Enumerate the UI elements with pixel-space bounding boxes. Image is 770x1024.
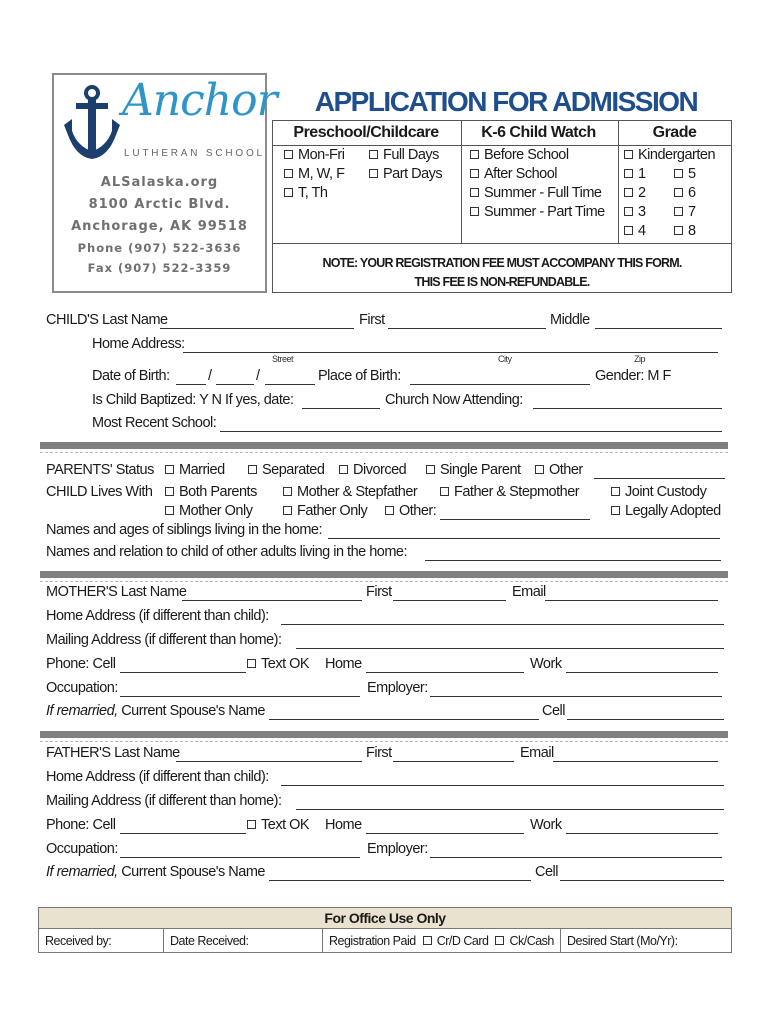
registration-paid-cell[interactable]: Registration Paid Cr/D Card Ck/Cash: [322, 929, 560, 953]
office-use-row: [39, 928, 731, 952]
fee-note-line2: THIS FEE IS NON-REFUNDABLE.: [414, 275, 590, 289]
siblings-field[interactable]: [328, 538, 720, 539]
checkbox-single-parent[interactable]: Single Parent: [426, 462, 521, 478]
mother-last-name-field[interactable]: [182, 600, 362, 601]
section-divider: [40, 731, 728, 738]
checkbox-kindergarten[interactable]: Kindergarten: [624, 147, 715, 163]
child-home-address-label: Home Address:: [92, 336, 185, 352]
father-employer-field[interactable]: [430, 857, 722, 858]
checkbox-mwf[interactable]: M, W, F: [284, 166, 344, 182]
school-phone: Phone (907) 522-3636: [77, 241, 242, 255]
dob-slash-1: /: [208, 368, 212, 384]
checkbox-father-only[interactable]: Father Only: [283, 503, 367, 519]
school-city: Anchorage, AK 99518: [71, 219, 248, 234]
mother-employer-label: Employer:: [367, 680, 428, 696]
dob-label: Date of Birth:: [92, 368, 170, 384]
father-spouse-name-field[interactable]: [269, 880, 531, 881]
child-home-address-field[interactable]: [183, 352, 718, 353]
father-email-field[interactable]: [553, 761, 718, 762]
school-website: ALSalaska.org: [100, 175, 219, 190]
place-of-birth-field[interactable]: [410, 384, 590, 385]
checkbox-grade-3[interactable]: 3: [624, 204, 646, 220]
checkbox-legally-adopted[interactable]: Legally Adopted: [611, 503, 721, 519]
church-field[interactable]: [533, 408, 722, 409]
office-use-header: For Office Use Only: [39, 908, 731, 928]
parents-status-label: PARENTS' Status: [46, 462, 154, 478]
date-received-cell[interactable]: Date Received:: [163, 929, 322, 953]
checkbox-summer-part[interactable]: Summer - Part Time: [470, 204, 605, 220]
father-spouse-cell-field[interactable]: [560, 880, 724, 881]
father-cell-field[interactable]: [120, 833, 246, 834]
section-divider-thin: [40, 452, 728, 453]
dob-month-field[interactable]: [176, 384, 206, 385]
mother-mailing-address-field[interactable]: [296, 648, 724, 649]
office-use-box: [38, 907, 732, 953]
checkbox-mother-stepfather[interactable]: Mother & Stepfather: [283, 484, 417, 500]
child-last-name-label: CHILD'S Last Name: [46, 312, 168, 328]
mother-last-name-label: MOTHER'S Last Name: [46, 584, 187, 600]
ck-cash-checkbox[interactable]: [495, 936, 504, 945]
school-logo-box: [52, 73, 277, 293]
checkbox-grade-5[interactable]: 5: [674, 166, 696, 182]
mother-phone-cell-label: Phone: Cell: [46, 656, 116, 672]
section-divider-thin: [40, 741, 728, 742]
checkbox-father-stepmother[interactable]: Father & Stepmother: [440, 484, 579, 500]
fee-note-line1: NOTE: YOUR REGISTRATION FEE MUST ACCOMPANY THIS FORM.: [322, 256, 682, 270]
street-caption: Street: [272, 354, 294, 364]
checkbox-full-days[interactable]: Full Days: [369, 147, 439, 163]
mother-text-ok-checkbox[interactable]: Text OK: [247, 656, 309, 672]
section-divider-thin: [40, 581, 728, 582]
father-work-phone-field[interactable]: [566, 833, 718, 834]
recent-school-label: Most Recent School:: [92, 415, 217, 431]
mother-email-field[interactable]: [545, 600, 718, 601]
mother-home-address-label: Home Address (if different than child):: [46, 608, 269, 624]
father-first-field[interactable]: [393, 761, 514, 762]
dob-year-field[interactable]: [265, 384, 315, 385]
checkbox-separated[interactable]: Separated: [248, 462, 324, 478]
father-mailing-address-label: Mailing Address (if different than home):: [46, 793, 282, 809]
form-title: APPLICATION FOR ADMISSION: [314, 86, 698, 117]
grade-header: Grade: [652, 124, 697, 141]
anchor-icon: [62, 85, 122, 161]
section-divider: [40, 442, 728, 449]
mother-email-label: Email: [512, 584, 546, 600]
mother-mailing-address-label: Mailing Address (if different than home):: [46, 632, 282, 648]
dob-slash-2: /: [256, 368, 260, 384]
other-status-field[interactable]: [594, 478, 725, 479]
checkbox-joint-custody[interactable]: Joint Custody: [611, 484, 706, 500]
father-occupation-field[interactable]: [120, 857, 360, 858]
checkbox-part-days[interactable]: Part Days: [369, 166, 442, 182]
father-text-ok-checkbox[interactable]: Text OK: [247, 817, 309, 833]
mother-remarried-label: If remarried, Current Spouse's Name: [46, 703, 265, 719]
mother-work-phone-label: Work: [530, 656, 562, 672]
school-fax: Fax (907) 522-3359: [87, 261, 232, 275]
checkbox-tth[interactable]: T, Th: [284, 185, 327, 201]
checkbox-divorced[interactable]: Divorced: [339, 462, 406, 478]
church-label: Church Now Attending:: [385, 392, 523, 408]
mother-spouse-name-field[interactable]: [269, 719, 539, 720]
cr-card-checkbox[interactable]: [423, 936, 432, 945]
other-adults-field[interactable]: [425, 560, 721, 561]
mother-spouse-cell-field[interactable]: [567, 719, 724, 720]
checkbox-other-lives[interactable]: Other:: [385, 503, 436, 519]
gender-label[interactable]: Gender: M F: [595, 368, 671, 384]
lives-with-label: CHILD Lives With: [46, 484, 153, 500]
checkbox-grade-4[interactable]: 4: [624, 223, 646, 239]
father-last-name-label: FATHER'S Last Name: [46, 745, 180, 761]
father-home-phone-field[interactable]: [366, 833, 524, 834]
checkbox-married[interactable]: Married: [165, 462, 225, 478]
zip-caption: Zip: [634, 354, 646, 364]
child-first-name-field[interactable]: [388, 328, 546, 329]
child-last-name-field[interactable]: [160, 328, 354, 329]
father-home-address-field[interactable]: [281, 785, 724, 786]
checkbox-grade-2[interactable]: 2: [624, 185, 646, 201]
father-first-label: First: [366, 745, 392, 761]
other-lives-field[interactable]: [440, 519, 590, 520]
father-employer-label: Employer:: [367, 841, 428, 857]
father-email-label: Email: [520, 745, 554, 761]
mother-home-phone-field[interactable]: [366, 672, 524, 673]
other-adults-label: Names and relation to child of other adults living in the home:: [46, 544, 408, 560]
checkbox-mon-fri[interactable]: Mon-Fri: [284, 147, 344, 163]
recent-school-field[interactable]: [220, 431, 722, 432]
checkbox-after-school[interactable]: After School: [470, 166, 557, 182]
checkbox-both-parents[interactable]: Both Parents: [165, 484, 257, 500]
checkbox-summer-full[interactable]: Summer - Full Time: [470, 185, 602, 201]
checkbox-grade-8[interactable]: 8: [674, 223, 696, 239]
desired-start-cell[interactable]: Desired Start (Mo/Yr):: [560, 929, 731, 953]
father-remarried-label: If remarried, Current Spouse's Name: [46, 864, 265, 880]
mother-home-address-field[interactable]: [281, 624, 724, 625]
mother-first-field[interactable]: [393, 600, 506, 601]
father-mailing-address-field[interactable]: [296, 809, 724, 810]
school-street: 8100 Arctic Blvd.: [88, 197, 231, 212]
father-home-phone-label: Home: [325, 817, 362, 833]
child-middle-name-label: Middle: [550, 312, 590, 328]
checkbox-grade-1[interactable]: 1: [624, 166, 646, 182]
father-home-address-label: Home Address (if different than child):: [46, 769, 269, 785]
father-phone-cell-label: Phone: Cell: [46, 817, 116, 833]
mother-work-phone-field[interactable]: [566, 672, 718, 673]
mother-home-phone-label: Home: [325, 656, 362, 672]
received-by-cell[interactable]: Received by:: [45, 934, 112, 948]
father-work-phone-label: Work: [530, 817, 562, 833]
child-first-name-label: First: [359, 312, 385, 328]
preschool-header: Preschool/Childcare: [293, 124, 439, 141]
city-caption: City: [498, 354, 512, 364]
section-divider: [40, 571, 728, 578]
father-occupation-label: Occupation:: [46, 841, 118, 857]
checkbox-before-school[interactable]: Before School: [470, 147, 569, 163]
mother-first-label: First: [366, 584, 392, 600]
child-middle-name-field[interactable]: [595, 328, 722, 329]
place-of-birth-label: Place of Birth:: [318, 368, 401, 384]
mother-spouse-cell-label: Cell: [542, 703, 565, 719]
k6-header: K-6 Child Watch: [481, 124, 596, 141]
mother-employer-field[interactable]: [430, 696, 722, 697]
mother-occupation-field[interactable]: [120, 696, 360, 697]
siblings-label: Names and ages of siblings living in the home:: [46, 522, 323, 538]
checkbox-other-status[interactable]: Other: [535, 462, 583, 478]
mother-cell-field[interactable]: [120, 672, 246, 673]
checkbox-grade-7[interactable]: 7: [674, 204, 696, 220]
checkbox-grade-6[interactable]: 6: [674, 185, 696, 201]
dob-day-field[interactable]: [216, 384, 254, 385]
mother-occupation-label: Occupation:: [46, 680, 118, 696]
checkbox-mother-only[interactable]: Mother Only: [165, 503, 252, 519]
father-last-name-field[interactable]: [176, 761, 362, 762]
brand-subtitle: LUTHERAN SCHOOL: [124, 148, 265, 159]
baptized-label[interactable]: Is Child Baptized: Y N If yes, date:: [92, 392, 294, 408]
brand-name: Anchor: [122, 75, 277, 126]
father-spouse-cell-label: Cell: [535, 864, 558, 880]
baptism-date-field[interactable]: [302, 408, 380, 409]
